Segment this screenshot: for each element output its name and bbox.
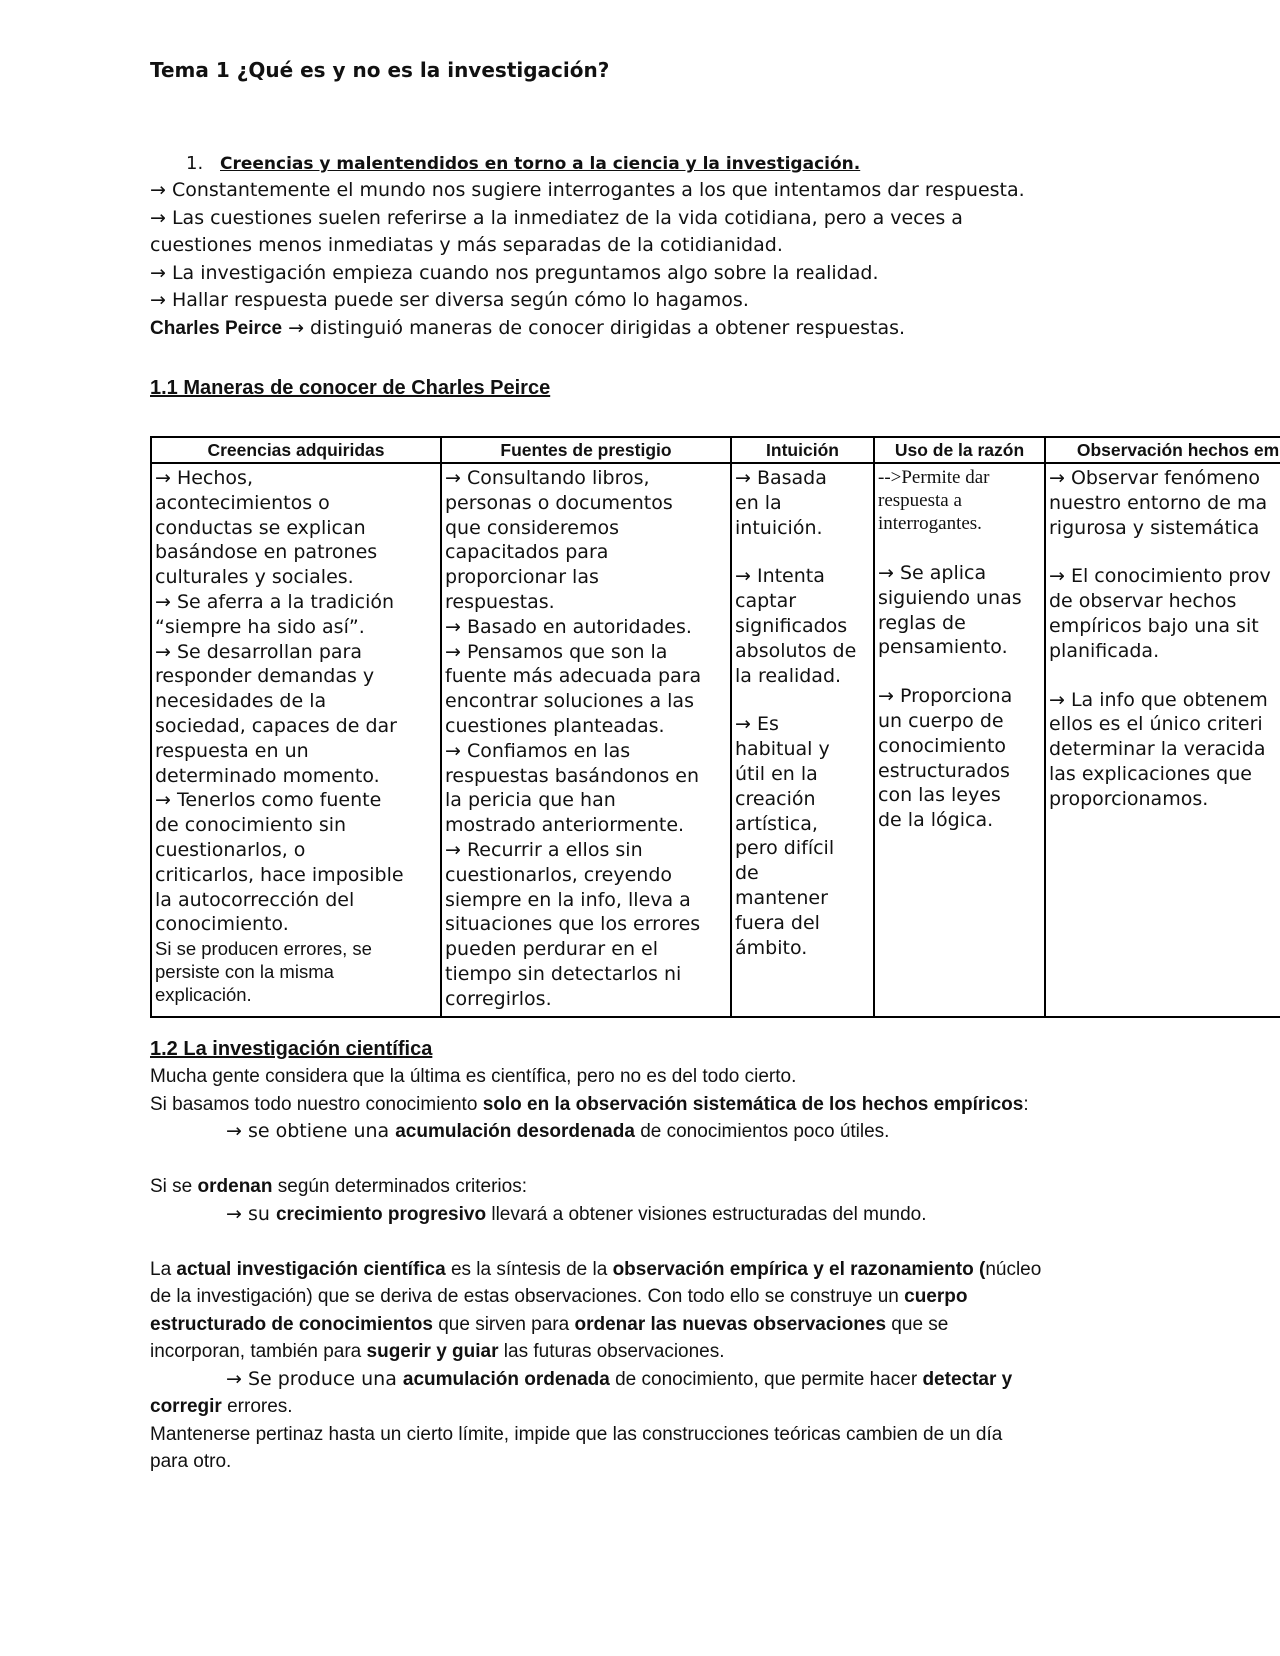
cell-line: que consideremos (445, 516, 619, 539)
cell-line: de la lógica. (878, 809, 994, 832)
table-row (151, 463, 1280, 1017)
cell-line: persiste con la misma (155, 961, 334, 983)
cell-line: útil en la (735, 762, 818, 785)
cell-creencias (151, 463, 441, 1017)
cell-line: → Confiamos en las (445, 739, 631, 762)
cell-line: personas o documentos (445, 491, 673, 514)
text-run-bold: crecimiento progresivo (275, 1203, 487, 1225)
cell-observacion (1045, 463, 1280, 1017)
cell-line: ellos es el único criteri (1049, 713, 1263, 736)
cell-line: → Hechos, (155, 467, 253, 489)
peirce-text: → distinguió maneras de conocer dirigidas a obtener respuestas. (282, 316, 906, 339)
cell-line: “siempre ha sido así”. (155, 615, 365, 638)
cell-line: → Recurrir a ellos sin (445, 838, 643, 861)
cell-lines-extra (155, 937, 437, 1006)
text-run: de la investigación) que se deriva de estas observaciones. Con todo ello se construye un (150, 1286, 905, 1307)
cell-line: cuestiones planteadas. (445, 714, 665, 737)
cell-line: con las leyes (878, 784, 1001, 807)
cell-line: corregirlos. (445, 987, 552, 1010)
text-run-bold: observación empírica y el razonamiento ( (612, 1258, 986, 1280)
cell-line: proporcionamos. (1049, 787, 1209, 810)
cell-line: de observar hechos (1049, 590, 1237, 613)
cell-lines (735, 564, 870, 688)
column-header: Observación hechos em (1045, 437, 1280, 463)
text-run: : (1023, 1093, 1029, 1115)
text-run-bold: ordenan (197, 1176, 273, 1197)
cell-line: interrogantes. (878, 513, 982, 534)
cell-line: fuera del (735, 911, 820, 934)
ways-of-knowing-table (150, 436, 1280, 1018)
cell-intuicion (731, 463, 874, 1017)
cell-line: criticarlos, hace imposible (155, 863, 404, 886)
cell-line: la pericia que han (445, 789, 616, 812)
section-1-heading: Creencias y malentendidos en torno a la ciencia y la investigación. (220, 154, 861, 174)
cell-lines (878, 466, 1041, 535)
paragraph-line: Mucha gente considera que la última es científica, pero no es del todo cierto. (150, 1066, 797, 1087)
section-1-2-body (150, 1063, 1270, 1476)
cell-line: mostrado anteriormente. (445, 814, 685, 837)
cell-line: siguiendo unas (878, 586, 1022, 609)
cell-line: capacitados para (445, 541, 609, 564)
paragraph-line (150, 1283, 1270, 1311)
text-run-bold: sugerir y guiar (366, 1341, 499, 1362)
bullet-line: → La investigación empieza cuando nos preguntamos algo sobre la realidad. (150, 261, 879, 284)
cell-line: un cuerpo de (878, 709, 1004, 732)
cell-lines (735, 466, 870, 540)
cell-line: significados (735, 614, 848, 637)
cell-line: → Proporciona (878, 685, 1013, 708)
bullet-line: → Hallar respuesta puede ser diversa según cómo lo hagamos. (150, 289, 749, 311)
cell-line: creación (735, 787, 816, 810)
cell-line: respuesta a (878, 490, 962, 511)
cell-line: captar (735, 590, 797, 613)
list-number: 1. (186, 153, 204, 174)
cell-line: la autocorrección del (155, 888, 355, 911)
section-1-1-heading: 1.1 Maneras de conocer de Charles Peirce (150, 377, 551, 399)
cell-line: → Tenerlos como fuente (155, 789, 382, 812)
page-title: Tema 1 ¿Qué es y no es la investigación? (150, 58, 610, 82)
text-run: según determinados criterios: (272, 1176, 527, 1197)
cell-line: Si se producen errores, se (155, 938, 372, 960)
text-run: núcleo (985, 1258, 1042, 1280)
cell-line: mantener (735, 886, 828, 909)
cell-line: cuestionarlos, o (155, 838, 306, 861)
cell-line: conductas se explican (155, 516, 366, 539)
cell-line: culturales y sociales. (155, 566, 354, 589)
cell-fuentes (441, 463, 731, 1017)
text-run-bold: acumulación desordenada (395, 1121, 635, 1142)
cell-line: respuestas basándonos en (445, 764, 700, 787)
text-run: que se (886, 1313, 949, 1335)
cell-line: respuestas. (445, 590, 555, 613)
cell-line: de (735, 862, 759, 885)
cell-line: explicación. (155, 984, 252, 1006)
cell-line: nuestro entorno de ma (1049, 491, 1268, 514)
text-run: Si basamos todo nuestro conocimiento (150, 1093, 483, 1115)
cell-line: artística, (735, 812, 818, 835)
cell-lines (1049, 466, 1280, 540)
paragraph-line (150, 1311, 1270, 1339)
bullet-line: → Constantemente el mundo nos sugiere interrogantes a los que intentamos dar respuesta. (150, 179, 1025, 201)
cell-line: → Se aferra a la tradición (155, 590, 395, 613)
bullet-line: cuestiones menos inmediatas y más separadas de la cotidianidad. (150, 234, 783, 256)
cell-lines (1049, 564, 1280, 663)
paragraph-line (150, 1201, 1270, 1229)
column-header: Uso de la razón (874, 437, 1045, 463)
cell-lines (1049, 688, 1280, 812)
paragraph-line (150, 1366, 1270, 1394)
text-run-bold: acumulación ordenada (402, 1368, 610, 1390)
cell-line: de conocimiento sin (155, 814, 347, 837)
blank-line (150, 1146, 1270, 1174)
paragraph-line: para otro. (150, 1451, 232, 1472)
cell-line: → Basada (735, 467, 827, 489)
cell-line: reglas de (878, 611, 966, 634)
cell-line: → El conocimiento prov (1049, 565, 1271, 588)
cell-line: las explicaciones que (1049, 762, 1252, 785)
text-run-bold: solo en la observación sistemática de los hechos empíricos (482, 1093, 1024, 1115)
paragraph-line (150, 1173, 1270, 1201)
section-1-2-heading: 1.2 La investigación científica (150, 1038, 433, 1060)
cell-line: responder demandas y (155, 665, 375, 688)
cell-line: → Es (735, 713, 779, 736)
cell-line: ámbito. (735, 936, 808, 959)
section-1-heading-row (150, 152, 1270, 177)
cell-line: fuente más adecuada para (445, 665, 702, 688)
cell-lines (878, 684, 1041, 833)
table-header-row (151, 437, 1280, 463)
cell-line: tiempo sin detectarlos ni (445, 962, 682, 985)
cell-line: → Se desarrollan para (155, 640, 362, 663)
cell-line: → Basado en autoridades. (445, 615, 692, 638)
cell-line: la realidad. (735, 664, 842, 687)
text-run: incorporan, también para (150, 1341, 367, 1362)
blank-line (150, 1228, 1270, 1256)
text-run: de conocimiento, que permite hacer (609, 1368, 923, 1390)
cell-line: pero difícil (735, 837, 835, 860)
cell-lines (445, 466, 727, 1012)
cell-line: intuición. (735, 516, 823, 539)
cell-line: basándose en patrones (155, 541, 378, 564)
text-run-bold: estructurado de conocimientos (150, 1313, 433, 1335)
cell-line: conocimiento. (155, 913, 289, 936)
paragraph-line (150, 1091, 1270, 1119)
cell-line: pueden perdurar en el (445, 938, 658, 961)
paragraph-line (150, 1118, 1270, 1146)
paragraph-line (150, 1338, 1270, 1366)
text-run-bold: corregir (150, 1396, 222, 1417)
cell-line: → Intenta (735, 565, 825, 588)
cell-line: cuestionarlos, creyendo (445, 863, 672, 886)
cell-line: proporcionar las (445, 566, 599, 589)
text-run: que sirven para (432, 1313, 575, 1335)
cell-line: habitual y (735, 738, 830, 761)
text-run-bold: cuerpo (904, 1286, 968, 1307)
cell-lines (878, 561, 1041, 660)
cell-line: estructurados (878, 759, 1010, 782)
text-run: de conocimientos poco útiles. (634, 1121, 890, 1142)
cell-line: → Se aplica (878, 562, 987, 584)
peirce-name: Charles Peirce (150, 317, 283, 339)
text-run: → su (226, 1202, 276, 1225)
text-run: → Se produce una (226, 1367, 403, 1390)
text-run-bold: ordenar las nuevas observaciones (574, 1313, 887, 1335)
bullet-line: → Las cuestiones suelen referirse a la inmediatez de la vida cotidiana, pero a veces a (150, 206, 963, 229)
cell-line: -->Permite dar (878, 467, 990, 488)
cell-line: pensamiento. (878, 636, 1008, 659)
column-header: Intuición (731, 437, 874, 463)
cell-line: en la (735, 491, 782, 514)
cell-line: situaciones que los errores (445, 913, 701, 936)
section-1 (150, 152, 1270, 342)
cell-line: → Pensamos que son la (445, 640, 668, 663)
text-run: errores. (221, 1396, 293, 1417)
text-run: llevará a obtener visiones estructuradas del mundo. (486, 1203, 927, 1225)
cell-line: → Observar fenómeno (1049, 467, 1261, 489)
cell-line: → Consultando libros, (445, 467, 650, 489)
cell-line: necesidades de la (155, 690, 327, 713)
text-run: es la síntesis de la (445, 1258, 613, 1280)
cell-razon (874, 463, 1045, 1017)
text-run: → se obtiene una (226, 1120, 396, 1142)
cell-line: rigurosa y sistemática (1049, 516, 1260, 539)
text-run-bold: detectar y (922, 1368, 1013, 1390)
column-header: Creencias adquiridas (151, 437, 441, 463)
cell-line: empíricos bajo una sit (1049, 614, 1259, 637)
cell-lines (155, 466, 437, 937)
column-header: Fuentes de prestigio (441, 437, 731, 463)
paragraph-line (150, 1393, 1270, 1421)
paragraph-line (150, 1256, 1270, 1284)
cell-line: encontrar soluciones a las (445, 690, 694, 713)
text-run: Si se (150, 1176, 198, 1197)
cell-line: sociedad, capaces de dar (155, 714, 397, 737)
peirce-line (150, 315, 1270, 343)
text-run-bold: actual investigación científica (176, 1258, 446, 1280)
cell-line: determinar la veracida (1049, 738, 1266, 761)
cell-line: conocimiento (878, 734, 1007, 757)
paragraph-line: Mantenerse pertinaz hasta un cierto límite, impide que las construcciones teóricas cambien de un día (150, 1423, 1003, 1445)
cell-line: siempre en la info, lleva a (445, 888, 691, 911)
cell-line: acontecimientos o (155, 491, 330, 514)
cell-line: determinado momento. (155, 764, 380, 787)
cell-line: respuesta en un (155, 739, 309, 762)
cell-lines (735, 712, 870, 960)
cell-line: planificada. (1049, 639, 1160, 662)
text-run: las futuras observaciones. (498, 1341, 725, 1362)
text-run: La (150, 1258, 177, 1280)
cell-line: absolutos de (735, 639, 857, 662)
cell-line: → La info que obtenem (1049, 688, 1268, 711)
